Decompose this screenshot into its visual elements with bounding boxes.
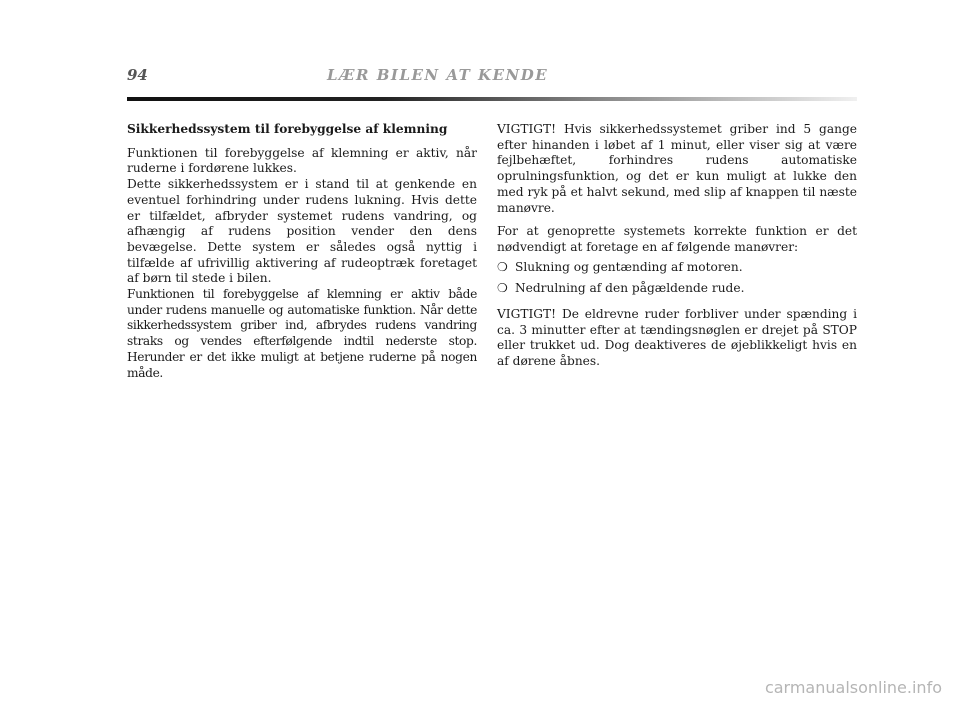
bullet-text: Slukning og gentænding af motoren. <box>515 259 743 274</box>
header-rule <box>127 97 857 101</box>
bullet-circle-icon: ❍ <box>497 259 508 274</box>
section-heading: Sikkerhedssystem til forebyggelse af klemning <box>127 122 448 136</box>
section-title: LÆR BILEN AT KENDE <box>327 66 549 84</box>
bullet-item <box>497 281 857 297</box>
bullet-item <box>497 260 857 276</box>
bullet-circle-icon: ❍ <box>497 281 508 296</box>
paragraph: Funktionen til forebyggelse af klemning er aktiv, når ruderne i fordørene lukkes. <box>127 145 477 176</box>
paragraph: For at genoprette systemets korrekte funktion er det nødvendigt at foretage en af følgende manøvrer: <box>497 224 857 254</box>
paragraph: Dette sikkerhedssystem er i stand til at genkende en eventuel forhindring under rudens lukning. Hvis dette er tilfældet, afbryder systemet rudens vandring, og afhængig af rudens position vender den dens bevægelse. Dette system er således også nyttig i tilfælde af ufrivillig aktivering af rudeoptræk foretaget af børn til stede i bilen. <box>127 177 477 286</box>
page-number: 94 <box>127 66 148 84</box>
paragraph-important-2: VIGTIGT! De eldrevne ruder forbliver under spænding i ca. 3 minutter efter at tændingsnøglen er drejet på STOP eller trukket ud. Dog deaktiveres de øjeblikkeligt hvis en af dørene åbnes. <box>497 307 857 369</box>
left-column <box>127 122 477 389</box>
bullet-text: Nedrulning af den pågældende rude. <box>515 281 745 296</box>
paragraph-important-1: VIGTIGT! Hvis sikkerhedssystemet griber ind 5 gange efter hinanden i løbet af 1 minut, eller viser sig at være fejlbehæftet, forhindres rudens automatiske oprulningsfunktion, og det er kun muligt at lukke den med ryk på et halvt sekund, med slip af knappen til næste manøvre. <box>497 122 857 215</box>
right-column <box>497 122 857 378</box>
watermark: carmanualsonline.info <box>764 678 942 697</box>
paragraph: Funktionen til forebyggelse af klemning er aktiv både under rudens manuelle og automatiske funktion. Når dette sikkerhedssystem griber ind, afbrydes rudens vandring straks og vendes efterfølgende indtil nederste stop. Herunder er det ikke muligt at betjene ruderne på nogen måde. <box>127 287 477 380</box>
